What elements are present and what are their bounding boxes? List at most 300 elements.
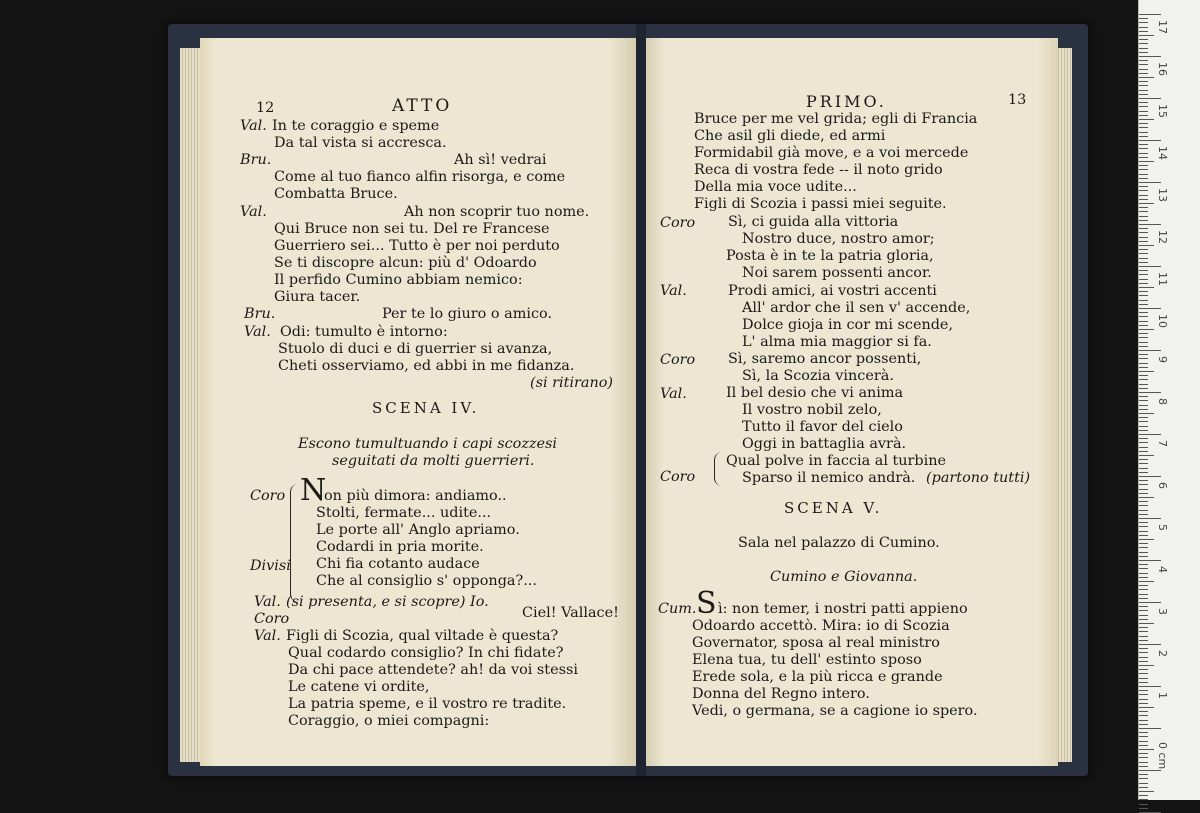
ruler-tick — [1139, 749, 1154, 750]
verse-line: Tutto il favor del cielo — [742, 419, 903, 435]
ruler-tick — [1139, 581, 1154, 582]
verse-line: Il bel desio che vi anima — [726, 385, 904, 401]
speaker: Cum. — [658, 601, 697, 617]
ruler-tick — [1139, 132, 1148, 133]
ruler-tick — [1139, 308, 1161, 309]
speaker: Val. — [240, 204, 267, 220]
ruler-tick — [1139, 69, 1148, 70]
ruler-tick — [1139, 741, 1148, 742]
stage-direction: (partono tutti) — [926, 470, 1031, 486]
verse-line: Combatta Bruce. — [274, 186, 398, 202]
verse-line: Le porte all' Anglo apriamo. — [316, 522, 520, 538]
ruler-tick — [1139, 249, 1148, 250]
ruler-tick — [1139, 648, 1148, 649]
verse-line: All' ardor che il sen v' accende, — [742, 300, 971, 316]
ruler-tick — [1139, 615, 1148, 616]
ruler-tick — [1139, 174, 1148, 175]
ruler-tick — [1139, 295, 1148, 296]
verse-line: Della mia voce udite... — [694, 179, 857, 195]
ruler-tick — [1139, 489, 1148, 490]
ruler-tick — [1139, 56, 1161, 57]
ruler-tick — [1139, 157, 1148, 158]
verse-line: Le catene vi ordite, — [288, 679, 430, 695]
verse-line: Ciel! Vallace! — [522, 605, 619, 621]
ruler-tick — [1139, 342, 1148, 343]
ruler-tick — [1139, 43, 1148, 44]
ruler-tick — [1139, 745, 1148, 746]
ruler-tick — [1139, 547, 1148, 548]
ruler-label: 12 — [1156, 230, 1169, 244]
ruler-tick — [1139, 279, 1148, 280]
ruler-tick — [1139, 657, 1148, 658]
ruler-tick — [1139, 640, 1148, 641]
verse-line: Reca di vostra fede -- il noto grido — [694, 162, 943, 178]
ruler-tick — [1139, 153, 1148, 154]
ruler-tick — [1139, 325, 1148, 326]
ruler-tick — [1139, 791, 1154, 792]
ruler-tick — [1139, 455, 1154, 456]
verse-line: Da chi pace attendete? ah! da voi stessi — [288, 662, 578, 678]
stage-direction: Escono tumultuando i capi scozzesi — [298, 436, 558, 452]
ruler-tick — [1139, 753, 1148, 754]
ruler-tick — [1139, 346, 1148, 347]
ruler-tick — [1139, 535, 1148, 536]
scene-heading: SCENA V. — [784, 499, 883, 517]
ruler-tick — [1139, 514, 1148, 515]
verse-line: Sì, la Scozia vincerà. — [742, 368, 894, 384]
ruler-tick — [1139, 283, 1148, 284]
ruler-tick — [1139, 665, 1154, 666]
ruler-tick — [1139, 476, 1161, 477]
ruler-tick — [1139, 48, 1148, 49]
ruler-tick — [1139, 392, 1161, 393]
scene-characters: Cumino e Giovanna. — [770, 569, 918, 585]
verse-line: Codardi in pria morite. — [316, 539, 484, 555]
book-gutter — [636, 24, 646, 776]
ruler-tick — [1139, 703, 1148, 704]
ruler-tick — [1139, 94, 1148, 95]
verse-line: Giura tacer. — [274, 289, 361, 305]
ruler-tick — [1139, 64, 1148, 65]
ruler-tick — [1139, 169, 1148, 170]
ruler-tick — [1139, 287, 1154, 288]
ruler-tick — [1139, 610, 1148, 611]
ruler-tick — [1139, 136, 1148, 137]
verse-line: Elena tua, tu dell' estinto sposo — [692, 652, 922, 668]
verse-line: Guerriero sei... Tutto è per noi perduto — [274, 238, 560, 254]
speaker: Val. — [254, 594, 281, 610]
ruler-tick — [1139, 585, 1148, 586]
ruler-tick — [1139, 568, 1148, 569]
verse-line: Che al consiglio s' opponga?... — [316, 573, 537, 589]
ruler-tick — [1139, 736, 1148, 737]
ruler-tick — [1139, 85, 1148, 86]
ruler-tick — [1139, 102, 1148, 103]
ruler-tick — [1139, 619, 1148, 620]
ruler-tick — [1139, 195, 1148, 196]
ruler-tick — [1139, 178, 1148, 179]
ruler-label: 5 — [1156, 524, 1169, 531]
ruler-tick — [1139, 316, 1148, 317]
ruler-tick — [1139, 463, 1148, 464]
ruler-tick — [1139, 161, 1154, 162]
ruler-tick — [1139, 123, 1148, 124]
page-edges-right — [1056, 48, 1072, 762]
ruler-tick — [1139, 73, 1148, 74]
ruler-label: 7 — [1156, 440, 1169, 447]
drop-cap: S — [696, 586, 717, 621]
ruler-tick — [1139, 510, 1148, 511]
ruler-label: 8 — [1156, 398, 1169, 405]
verse-line: Governator, sposa al real ministro — [692, 635, 940, 651]
ruler-tick — [1139, 127, 1148, 128]
measuring-ruler — [1138, 0, 1200, 800]
ruler-tick — [1139, 274, 1148, 275]
ruler-tick — [1139, 552, 1148, 553]
ruler-tick — [1139, 577, 1148, 578]
ruler-tick — [1139, 60, 1148, 61]
ruler-label: 14 — [1156, 146, 1169, 160]
ruler-tick — [1139, 337, 1148, 338]
speaker: Coro — [254, 611, 290, 627]
verse-line: Ah sì! vedrai — [454, 152, 547, 168]
ruler-label: 2 — [1156, 650, 1169, 657]
ruler-tick — [1139, 106, 1148, 107]
running-head: PRIMO. — [806, 92, 887, 111]
verse-line: Cheti osserviamo, ed abbi in me fidanza. — [278, 358, 575, 374]
verse-line: Chi fia cotanto audace — [316, 556, 480, 572]
ruler-tick — [1139, 396, 1148, 397]
ruler-tick — [1139, 783, 1148, 784]
verse-line: Come al tuo fianco alfin risorga, e come — [274, 169, 566, 185]
brace-bracket — [714, 452, 723, 486]
speaker: Divisi — [250, 558, 291, 574]
speaker: Bru. — [244, 306, 276, 322]
ruler-tick — [1139, 232, 1148, 233]
ruler-label: 4 — [1156, 566, 1169, 573]
page-edges-left — [180, 48, 202, 762]
ruler-label: 15 — [1156, 104, 1169, 118]
ruler-label: 10 — [1156, 314, 1169, 328]
ruler-tick — [1139, 98, 1161, 99]
ruler-tick — [1139, 111, 1148, 112]
ruler-tick — [1139, 312, 1148, 313]
ruler-tick — [1139, 333, 1148, 334]
ruler-tick — [1139, 518, 1161, 519]
scene-setting: Sala nel palazzo di Cumino. — [738, 535, 940, 551]
verse-line: Bruce per me vel grida; egli di Francia — [694, 111, 978, 127]
speaker: Coro — [660, 352, 696, 368]
ruler-tick — [1139, 426, 1148, 427]
ruler-tick — [1139, 598, 1148, 599]
ruler-tick — [1139, 81, 1148, 82]
ruler-tick — [1139, 623, 1154, 624]
ruler-tick — [1139, 258, 1148, 259]
verse-line: Per te lo giuro o amico. — [382, 306, 553, 322]
ruler-tick — [1139, 505, 1148, 506]
ruler-tick — [1139, 165, 1148, 166]
verse-line: Vedi, o germana, se a cagione io spero. — [692, 703, 978, 719]
ruler-tick — [1139, 245, 1154, 246]
ruler-tick — [1139, 421, 1148, 422]
verse-line: Prodi amici, ai vostri accenti — [728, 283, 937, 299]
ruler-tick — [1139, 207, 1148, 208]
ruler-tick — [1139, 556, 1148, 557]
ruler-tick — [1139, 774, 1148, 775]
ruler-label: 17 — [1156, 20, 1169, 34]
ruler-tick — [1139, 31, 1148, 32]
ruler-tick — [1139, 430, 1148, 431]
verse-line: Oggi in battaglia avrà. — [742, 436, 907, 452]
ruler-tick — [1139, 384, 1148, 385]
verse-line: Coraggio, o miei compagni: — [288, 713, 490, 729]
ruler-tick — [1139, 778, 1148, 779]
speaker: Val. — [240, 118, 267, 134]
ruler-tick — [1139, 694, 1148, 695]
ruler-tick — [1139, 484, 1148, 485]
ruler-tick — [1139, 220, 1148, 221]
ruler-label: 11 — [1156, 272, 1169, 286]
ruler-tick — [1139, 371, 1154, 372]
ruler-tick — [1139, 27, 1148, 28]
ruler-tick — [1139, 787, 1148, 788]
ruler-tick — [1139, 388, 1148, 389]
verse-line: Nostro duce, nostro amor; — [742, 231, 935, 247]
ruler-tick — [1139, 573, 1148, 574]
speaker: Val. — [660, 283, 687, 299]
ruler-tick — [1139, 304, 1148, 305]
ruler-tick — [1139, 526, 1148, 527]
ruler-tick — [1139, 711, 1148, 712]
speaker: Coro — [660, 469, 696, 485]
stage-direction: (si ritirano) — [530, 375, 614, 391]
stage-direction: seguitati da molti guerrieri. — [332, 453, 535, 469]
ruler-tick — [1139, 539, 1154, 540]
speaker: Coro — [250, 488, 286, 504]
verse-line: Il vostro nobil zelo, — [742, 402, 882, 418]
ruler-tick — [1139, 808, 1148, 809]
ruler-tick — [1139, 564, 1148, 565]
ruler-tick — [1139, 329, 1154, 330]
ruler-tick — [1139, 291, 1148, 292]
ruler-label: 16 — [1156, 62, 1169, 76]
ruler-tick — [1139, 543, 1148, 544]
ruler-tick — [1139, 52, 1148, 53]
ruler-tick — [1139, 300, 1148, 301]
verse-line: Figli di Scozia i passi miei seguite. — [694, 196, 947, 212]
ruler-label: 1 — [1156, 692, 1169, 699]
verse-line: Qual polve in faccia al turbine — [726, 453, 947, 469]
ruler-tick — [1139, 354, 1148, 355]
ruler-tick — [1139, 795, 1148, 796]
verse-line: Sì, ci guida alla vittoria — [728, 214, 899, 230]
ruler-tick — [1139, 766, 1148, 767]
ruler-tick — [1139, 522, 1148, 523]
verse-line: Il perfido Cumino abbiam nemico: — [274, 272, 523, 288]
verse-line: Erede sola, e la più ricca e grande — [692, 669, 943, 685]
ruler-label: 6 — [1156, 482, 1169, 489]
ruler-tick — [1139, 686, 1161, 687]
ruler-tick — [1139, 400, 1148, 401]
verse-line: Da tal vista si accresca. — [274, 135, 447, 151]
ruler-tick — [1139, 699, 1148, 700]
ruler-tick — [1139, 690, 1148, 691]
ruler-tick — [1139, 140, 1161, 141]
ruler-tick — [1139, 363, 1148, 364]
left-page — [200, 38, 636, 766]
right-page — [646, 38, 1058, 766]
ruler-tick — [1139, 35, 1154, 36]
verse-line: Donna del Regno intero. — [692, 686, 870, 702]
speaker: Val. — [244, 324, 271, 340]
ruler-tick — [1139, 720, 1148, 721]
verse-line: Dolce gioja in cor mi scende, — [742, 317, 954, 333]
ruler-tick — [1139, 77, 1154, 78]
verse-line: Stuolo di duci e di guerrier si avanza, — [278, 341, 553, 357]
ruler-tick — [1139, 480, 1148, 481]
ruler-tick — [1139, 442, 1148, 443]
verse-line: Odi: tumulto è intorno: — [280, 324, 448, 340]
verse-line: Che asil gli diede, ed armi — [694, 128, 886, 144]
verse-line: Se ti discopre alcun: più d' Odoardo — [274, 255, 537, 271]
ruler-tick — [1139, 417, 1148, 418]
ruler-tick — [1139, 682, 1148, 683]
ruler-tick — [1139, 594, 1148, 595]
ruler-label: 3 — [1156, 608, 1169, 615]
ruler-tick — [1139, 228, 1148, 229]
ruler-tick — [1139, 434, 1161, 435]
ruler-tick — [1139, 190, 1148, 191]
verse-line: In te coraggio e speme — [272, 118, 440, 134]
ruler-tick — [1139, 115, 1148, 116]
brace-bracket — [290, 484, 299, 602]
ruler-tick — [1139, 321, 1148, 322]
verse-line: Odoardo accettò. Mira: io di Scozia — [692, 618, 950, 634]
ruler-tick — [1139, 39, 1148, 40]
drop-cap: N — [300, 473, 327, 508]
ruler-tick — [1139, 728, 1161, 729]
running-head: ATTO — [392, 96, 453, 116]
ruler-tick — [1139, 707, 1154, 708]
ruler-tick — [1139, 627, 1148, 628]
ruler-tick — [1139, 531, 1148, 532]
verse-line: Noi sarem possenti ancor. — [742, 265, 932, 281]
ruler-tick — [1139, 270, 1148, 271]
verse-line: Ah non scoprir tuo nome. — [404, 204, 590, 220]
ruler-tick — [1139, 367, 1148, 368]
ruler-tick — [1139, 186, 1148, 187]
ruler-tick — [1139, 409, 1148, 410]
ruler-tick — [1139, 560, 1161, 561]
ruler-tick — [1139, 237, 1148, 238]
ruler-tick — [1139, 253, 1148, 254]
ruler-tick — [1139, 148, 1148, 149]
ruler-tick — [1139, 405, 1148, 406]
ruler-tick — [1139, 724, 1148, 725]
ruler-tick — [1139, 18, 1148, 19]
ruler-tick — [1139, 379, 1148, 380]
verse-line: on più dimora: andiamo.. — [324, 488, 507, 504]
ruler-tick — [1139, 413, 1154, 414]
ruler-tick — [1139, 468, 1148, 469]
ruler-tick — [1139, 631, 1148, 632]
ruler-tick — [1139, 636, 1148, 637]
ruler-tick — [1139, 652, 1148, 653]
speaker: Val. — [660, 386, 687, 402]
verse-line: Sparso il nemico andrà. — [742, 470, 916, 486]
ruler-tick — [1139, 203, 1154, 204]
ruler-tick — [1139, 459, 1148, 460]
ruler-tick — [1139, 589, 1148, 590]
verse-line: ì: non temer, i nostri patti appieno — [718, 601, 968, 617]
speaker: Val. — [254, 628, 281, 644]
ruler-tick — [1139, 661, 1148, 662]
speaker: Coro — [660, 215, 696, 231]
ruler-label: 13 — [1156, 188, 1169, 202]
verse-line: (si presenta, e si scopre) Io. — [286, 594, 489, 610]
ruler-tick — [1139, 732, 1148, 733]
ruler-tick — [1139, 224, 1161, 225]
ruler-tick — [1139, 211, 1148, 212]
ruler-tick — [1139, 119, 1154, 120]
ruler-tick — [1139, 22, 1148, 23]
ruler-tick — [1139, 673, 1148, 674]
ruler-tick — [1139, 438, 1148, 439]
verse-line: L' alma mia maggior si fa. — [742, 334, 932, 350]
ruler-tick — [1139, 606, 1148, 607]
verse-line: Figli di Scozia, qual viltade è questa? — [286, 628, 559, 644]
page-number: 12 — [256, 100, 275, 116]
ruler-tick — [1139, 804, 1148, 805]
ruler-tick — [1139, 350, 1161, 351]
ruler-tick — [1139, 762, 1148, 763]
ruler-tick — [1139, 497, 1154, 498]
verse-line: La patria speme, e il vostro re tradite. — [288, 696, 567, 712]
verse-line: Qual codardo consiglio? In chi fidate? — [288, 645, 564, 661]
ruler-tick — [1139, 501, 1148, 502]
ruler-tick — [1139, 144, 1148, 145]
ruler-tick — [1139, 90, 1148, 91]
ruler-tick — [1139, 375, 1148, 376]
ruler-tick — [1139, 678, 1148, 679]
ruler-tick — [1139, 216, 1148, 217]
ruler-tick — [1139, 14, 1161, 15]
speaker: Bru. — [240, 152, 272, 168]
ruler-tick — [1139, 669, 1148, 670]
ruler-tick — [1139, 602, 1161, 603]
ruler-tick — [1139, 358, 1148, 359]
ruler-tick — [1139, 644, 1161, 645]
verse-line: Qui Bruce non sei tu. Del re Francese — [274, 221, 550, 237]
ruler-tick — [1139, 447, 1148, 448]
ruler-tick — [1139, 262, 1148, 263]
ruler-tick — [1139, 770, 1161, 771]
ruler-tick — [1139, 715, 1148, 716]
ruler-tick — [1139, 199, 1148, 200]
ruler-tick — [1139, 266, 1161, 267]
ruler-tick — [1139, 241, 1148, 242]
ruler-tick — [1139, 451, 1148, 452]
ruler-tick — [1139, 493, 1148, 494]
ruler-label: 9 — [1156, 356, 1169, 363]
page-number: 13 — [1008, 92, 1027, 108]
verse-line: Stolti, fermate... udite... — [316, 505, 492, 521]
verse-line: Posta è in te la patria gloria, — [726, 248, 934, 264]
verse-line: Formidabil già move, e a voi mercede — [694, 145, 969, 161]
verse-line: Sì, saremo ancor possenti, — [728, 351, 922, 367]
ruler-tick — [1139, 472, 1148, 473]
ruler-tick — [1139, 757, 1148, 758]
